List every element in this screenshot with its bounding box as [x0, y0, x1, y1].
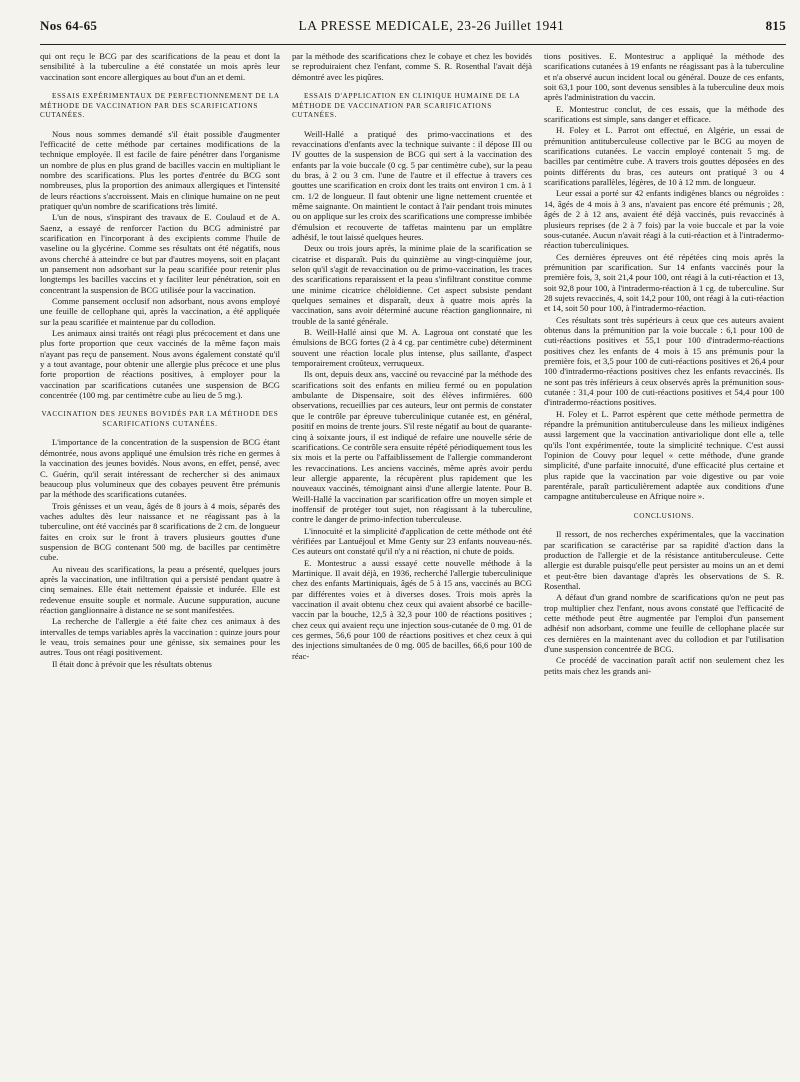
paragraph: A défaut d'un grand nombre de scarifications qu'on ne peut pas trop multiplier chez l'enfant, nous avons constaté que l'efficacité de cette méthode peut être augmentée par l'emploi d'un pansement adhésif non adsorbant, comme une feuille de cellophane placée sur ces dernières en la maintenant avec du collodion et par l'utilisation d'une suspension concentrée de BCG. [544, 592, 784, 655]
paragraph: L'innocuité et la simplicité d'application de cette méthode ont été vérifiées par Lantuéjoul et Mme Genty sur 23 enfants nouveau-nés. Ces auteurs ont constaté qu'il n'y a ni réaction, ni chute de poids. [292, 525, 532, 557]
column-2 [292, 51, 532, 1081]
paragraph: Nous nous sommes demandé s'il était possible d'augmenter l'efficacité de cette méthode par certaines modifications de la technique employée. Il est facile de faire pénétrer dans l'organisme un nombre de plus en plus grand de bacilles vaccin en multipliant le nombre des scarifications. Plus les portes d'entrée du BCG sont nombreuses, plus la proportion des animaux allergiques et l'intensité de leurs réactions s'accroissent. Mais en clinique humaine on ne peut pratiquer qu'un nombre de scarifications très limité. [40, 128, 280, 211]
paragraph: H. Foley et L. Parrot ont effectué, en Algérie, un essai de prémunition antituberculeuse collective par le BCG au moyen de scarifications cutanées. Le vaccin employé contenait 5 mg. de bacilles par centimètre cube. A travers trois gouttes déposées en des points différents du bras, ces auteurs ont pratiqué 3 ou 4 scarifications parallèles, légères, de 10 à 12 mm. de longueur. [544, 125, 784, 188]
page-header [40, 18, 786, 45]
page-number: 815 [765, 18, 786, 33]
paragraph: Deux ou trois jours après, la minime plaie de la scarification se cicatrise et disparaît. Puis du quinzième au vingt-cinquième jour, selon qu'il s'agit de revaccination ou de primo-vaccination, les traces des scarifications reparaissent et la peau s'infiltrant constitue comme une minime cicatrice chéloïdienne. Cet aspect subsiste pendant quelques semaines et disparaît, deux à quatre mois après la vaccination, sans avoir déterminé aucune réaction ganglionnaire, ni trouble de la santé générale. [292, 243, 532, 326]
paragraph: Les animaux ainsi traités ont réagi plus précocement et dans une plus forte proportion que ceux vaccinés de la même façon mais n'ayant pas reçu de pansement. Nous avons également constaté qu'il y a tout avantage, pour obtenir une allergie plus précoce et une plus forte proportion de réactions positives, à employer pour la vaccination par scarifications cutanées une suspension de BCG concentrée (100 mg. par centimètre cube au lieu de 5 mg.). [40, 328, 280, 401]
issue-number: Nos 64-65 [40, 18, 98, 33]
paragraph: par la méthode des scarifications chez le cobaye et chez les bovidés se reproduiraient chez l'enfant, comme S. R. Rosenthal l'avait déjà démontré avec les piqûres. [292, 51, 532, 82]
paragraph: Il était donc à prévoir que les résultats obtenus [52, 658, 212, 669]
paragraph: E. Montestruc a aussi essayé cette nouvelle méthode à la Martinique. Il avait déjà, en 1936, recherché l'allergie tuberculinique chez des enfants Martiniquais, âgés de 5 à 15 ans, vaccinés au BCG par différentes voies et à diverses doses. Trois mois après la vaccination il avait obtenu chez ceux qui avaient absorbé ce bacille-vaccin par la bouche, 12,5 à 32,3 pour 100 de réactions positives ; chez ceux qui avaient reçu une injection sous-cutanée de 0 mg. 01 de ces germes, 56,6 pour 100 de réactions positives et chez ceux à qui des injections simultanées de 0 mg. 005 de bacilles, 66,6 pour 100 de réac- [292, 557, 532, 661]
section-heading: CONCLUSIONS. [633, 511, 695, 520]
section-heading: ESSAIS EXPÉRIMENTAUX DE PERFECTIONNEMENT DE LA MÉTHODE DE VACCINATION PAR DES SCARIFICATIONS CUTANÉES. [40, 92, 280, 120]
section-heading: ESSAIS D'APPLICATION EN CLINIQUE HUMAINE DE LA MÉTHODE DE VACCINATION PAR SCARIFICATIONS CUTANÉES. [292, 92, 520, 120]
paragraph: Ce procédé de vaccination paraît actif non seulement chez les petits mais chez les grands ani- [544, 655, 784, 676]
paragraph: Il ressort, de nos recherches expérimentales, que la vaccination par scarification se caractérise par sa rapidité d'action dans la production de l'allergie et de la résistance antituberculeuse. Cette allergie est durable puisqu'elle peut persister au moins un an et demi et peut-être bien davantage d'après les observations de S. R. Rosenthal. [544, 529, 784, 591]
column-1 [40, 51, 280, 1081]
paragraph: Weill-Hallé a pratiqué des primo-vaccinations et des revaccinations d'enfants avec la technique suivante : il dépose III ou IV gouttes de la suspension de BCG qui sert à la vaccination des enfants par la voie buccale (0 cg. 5 par centimètre cube), sur la peau du bras, à 2 ou 3 cm. l'une de l'autre et il effectue à travers ces gouttes une scarification en croix dont les traits ont environ 1 cm. à 1 cm. 1/2 de longueur. Il faut obtenir une ligne nettement cruentée et même saignante. On maintient le contact à l'air pendant trois minutes ou on applique sur les croix des scarifications une compresse imbibée d'émulsion et recouverte de taffetas maintenu par un emplâtre adhésif, le tout laissé quelques heures. [292, 128, 532, 242]
paragraph: Ces dernières épreuves ont été répétées cinq mois après la prémunition par scarification. Sur 14 enfants vaccinés pour la première fois, 3, soit 21,4 pour 100, ont réagi à la cuti-réaction et 13, soit 92,8 pour 100, à l'intradermo-réaction à 1 cg. de tuberculine. Sur 28 sujets revaccinés, 4, soit 14,2 pour 100, ont réagi à la cuti-réaction et 14, soit 50 pour 100, à l'intradermo-réaction. [544, 251, 784, 314]
journal-title: LA PRESSE MEDICALE, 23-26 Juillet 1941 [298, 18, 565, 33]
section-heading: VACCINATION DES JEUNES BOVIDÉS PAR LA MÉTHODE DES SCARIFICATIONS CUTANÉES. [41, 410, 279, 428]
paragraph: tions positives. E. Montestruc a appliqué la méthode des scarifications cutanées à 19 enfants ne réagissant pas à la tuberculine et n'a observé aucun incident local ou général. Douze de ces enfants, soit 63,1 pour 100, sont devenus sensibles à la tuberculine deux mois après l'administration du vaccin. [544, 51, 784, 103]
column-3 [544, 51, 784, 1081]
paragraph: La recherche de l'allergie a été faite chez ces animaux à des intervalles de temps variables après la vaccination : quinze jours pour le veau, trois semaines pour une génisse, six semaines pour les autres. Tous ont réagi positivement. [40, 616, 280, 658]
paragraph: Ils ont, depuis deux ans, vacciné ou revacciné par la méthode des scarifications soit des enfants en milieu fermé ou en population ambulante de Dispensaire, soit des élèves infirmières. 600 observations, recueillies par ces auteurs, leur ont permis de constater que le contrôle par épreuve tuberculinique cutanée est, en général, positif en moins de trente jours. S'il reste négatif au bout de quarante-cinq à soixante jours, il est indiqué de refaire une nouvelle série de scarifications. Ce contrôle sera ensuite répété périodiquement tous les six mois et la perte ou l'affaiblissement de l'allergie commanderont les revaccinations. Les anciens vaccinés, même après avoir perdu leur allergie apparente, la récupèrent plus rapidement que les nouveaux vaccinés, témoignant ainsi d'une allergie latente. Pour B. Weill-Hallé la vaccination par scarification offre un moyen simple et inoffensif de protéger tout sujet, non réagissant à la tuberculine, contre le danger de primo-infection tuberculeuse. [292, 369, 532, 525]
paragraph: Au niveau des scarifications, la peau a présenté, quelques jours après la vaccination, une infiltration qui a persisté pendant quatre à cinq semaines. Elle était nettement épaissie et indurée. Elle est redevenue ensuite souple et normale. Aucune suppuration, aucune réaction ganglionnaire à distance ne se sont manifestées. [40, 563, 280, 615]
paragraph: Leur essai a porté sur 42 enfants indigènes blancs ou négroïdes : 14, âgés de 4 mois à 3 ans, n'avaient pas encore été prémunis ; 28, âgés de 2 à 12 ans, avaient été déjà vaccinés, puis revaccinés à plusieurs reprises (de 2 à 7 fois) par la voie buccale et par la voie sous-cutanée. Aucun n'avait réagi à la cuti-réaction et à l'intradermo-réaction tuberculiniques. [544, 188, 784, 251]
paragraph: Ces résultats sont très supérieurs à ceux que ces auteurs avaient obtenus dans la prémunition par la voie buccale : 6,1 pour 100 de cuti-réactions positives et 55,1 pour 100 d'intradermo-réactions positives chez les enfants de 4 mois à 15 ans prémunis pour la première fois, et 3,5 pour 100 de cuti-réactions positives et 26,4 pour 100 d'intradermo-réactions positives chez les enfants revaccinés. Ils ne sont pas très inférieurs à ceux observés après la prémunition sous-cutanée : 31,4 pour 100 de cuti-réactions positives et 54,4 pour 100 d'intradermo-réactions positives. [544, 314, 784, 408]
text-columns [40, 51, 786, 1081]
paragraph: L'importance de la concentration de la suspension de BCG étant démontrée, nous avons appliqué une émulsion très riche en germes à la vaccination des jeunes bovidés. Nous avons, en effet, pensé, avec C. Guérin, qu'il serait intéressant de rechercher si des animaux beaucoup plus volumineux que des cobayes peuvent être prémunis par la méthode des scarifications cutanées. [40, 437, 280, 500]
paragraph: B. Weill-Hallé ainsi que M. A. Lagroua ont constaté que les émulsions de BCG fortes (2 à 4 cg. par centimètre cube) déterminent souvent une réaction locale plus intense, plus saillante, d'aspect temporairement croûteux, verruqueux. [292, 327, 532, 369]
paragraph: Comme pansement occlusif non adsorbant, nous avons employé une feuille de cellophane qui, après la vaccination, a été appliquée sur la peau scarifiée et maintenue par du collodion. [40, 296, 280, 327]
paragraph: H. Foley et L. Parrot espèrent que cette méthode permettra de répandre la prémunition antituberculeuse dans les milieux indigènes aussi largement que la vaccination antivariolique dont elle a, telle qu'ils l'ont expérimentée, toute la simplicité technique. C'est aussi l'opinion de Couvy pour lequel « cette méthode, d'une grande simplicité, d'une parfaite innocuité, d'une efficacité plus certaine et plus rapide que la vaccination par voie digestive ou par voie parentérale, paraît particulièrement adaptée aux conditions d'une campagne antituberculeuse en Afrique noire ». [544, 408, 784, 502]
paragraph: qui ont reçu le BCG par des scarifications de la peau et dont la sensibilité à la tuberculine a été constatée un mois après leur vaccination sont encore allergiques au bout d'un an et demi. [40, 51, 280, 82]
paragraph: Trois génisses et un veau, âgés de 8 jours à 4 mois, séparés des vaches adultes dès leur naissance et ne réagissant pas à la tuberculine, ont été vaccinés par 8 scarifications de 2 cm. de longueur faites en croix sur le front à travers plusieurs gouttes d'une suspension de BCG contenant 500 mg. de bacilles par centimètre cube. [40, 500, 280, 563]
paragraph: E. Montestruc conclut, de ces essais, que la méthode des scarifications est simple, sans danger et efficace. [544, 103, 784, 125]
paragraph: L'un de nous, s'inspirant des travaux de E. Coulaud et de A. Saenz, a essayé de renforcer l'action du BCG administré par scarification en l'incorporant à des excipients comme l'huile de vaseline ou la glycérine. Comme ses résultats ont été négatifs, nous avons cherché à atteindre ce but par d'autres moyens, soit en plaçant un pansement non adsorbant sur la peau scarifiée pour retenir plus longtemps les bacilles vaccins et y faciliter leur pénétration, soit en concentrant la suspension de BCG utilisée pour la vaccination. [40, 212, 280, 295]
